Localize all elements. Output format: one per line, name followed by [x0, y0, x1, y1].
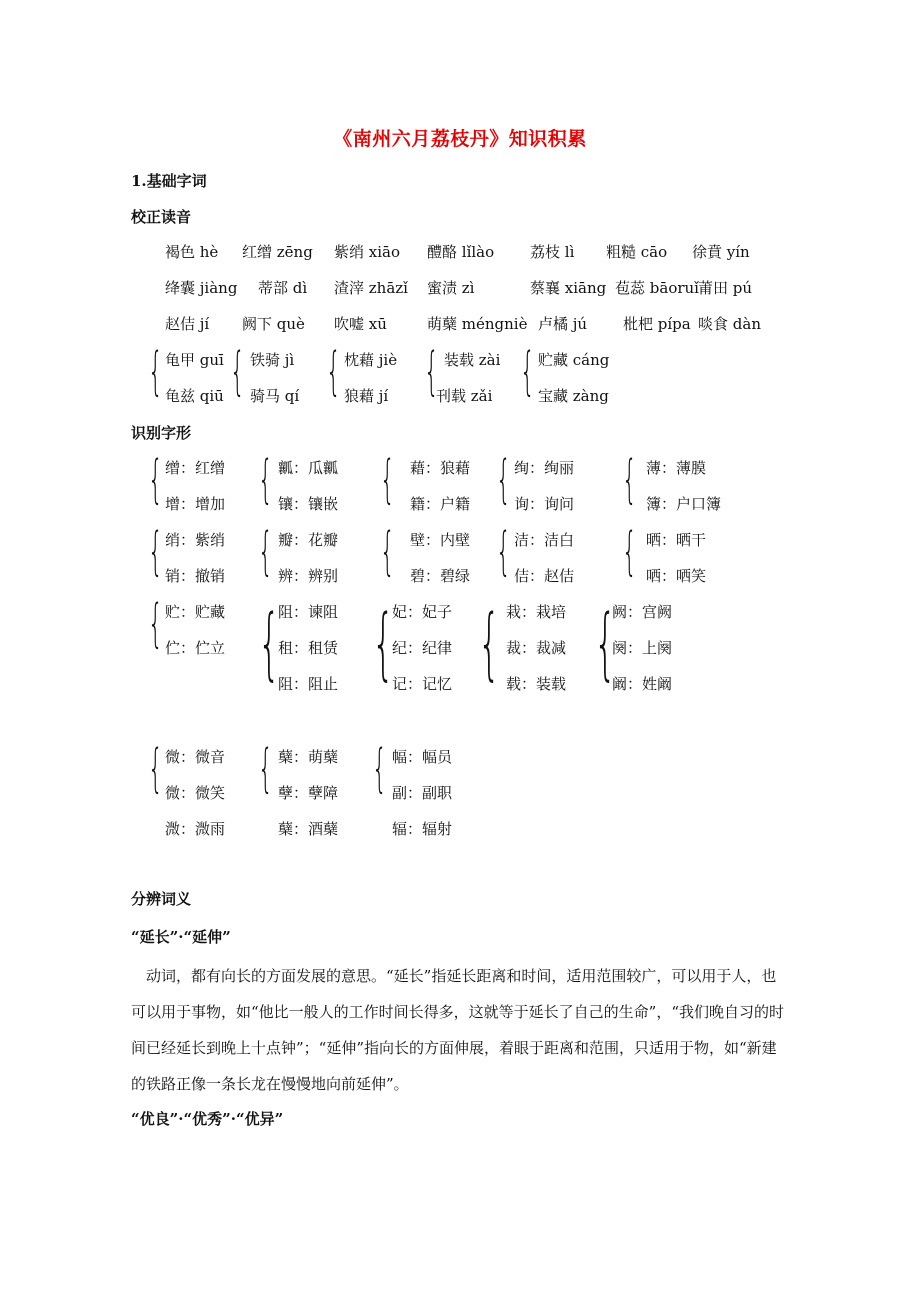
brace-symbol: { [258, 522, 273, 582]
pronounce-item: 莆田 pú [698, 279, 753, 297]
brace-symbol: { [148, 522, 163, 582]
subheading-word-meaning: 分辨词义 [131, 890, 192, 908]
brace-symbol: { [622, 450, 637, 510]
shape-item: 裁：裁减 [506, 639, 567, 657]
shape-item: 阙：宫阙 [612, 603, 673, 621]
brace-symbol: { [622, 522, 637, 582]
brace-symbol: { [478, 599, 501, 689]
pronounce-item: 苞蕊 bāoruǐ [615, 279, 699, 297]
pronounce-item: 枇杷 pípa [623, 315, 691, 333]
pronounce-item: 褐色 hè [165, 243, 219, 261]
section-heading-basics: 1.基础字词 [131, 172, 207, 190]
pronounce-item: 吹嘘 xū [334, 315, 387, 333]
brace-symbol: { [380, 450, 395, 510]
pronounce-item: 渣滓 zhāzǐ [334, 279, 408, 297]
pronounce-item: 蔡襄 xiāng [530, 279, 607, 297]
shape-item: 缯：红缯 [165, 459, 226, 477]
shape-item: 绡：紫绡 [165, 531, 226, 549]
pronounce-item: 紫绡 xiāo [334, 243, 400, 261]
shape-item: 孽：孽障 [278, 784, 339, 802]
shape-item: 绚：绚丽 [514, 459, 575, 477]
shape-item: 妃：妃子 [392, 603, 453, 621]
shape-item: 洁：洁白 [514, 531, 575, 549]
brace-symbol: { [424, 342, 439, 402]
pronounce-item: 蜜渍 zì [427, 279, 475, 297]
polyphone-item: 宝藏 zàng [538, 387, 609, 405]
pronounce-item: 红缯 zēng [242, 243, 313, 261]
shape-item: 瓤：瓜瓤 [278, 459, 339, 477]
pronounce-item: 荔枝 lì [530, 243, 575, 261]
pronounce-item: 卢橘 jú [538, 315, 588, 333]
pronounce-item: 萌蘖 méngniè [427, 315, 528, 333]
shape-item: 询：询问 [514, 495, 575, 513]
page-title: 《南州六月荔枝丹》知识积累 [333, 128, 587, 150]
shape-item: 薄：薄膜 [646, 459, 707, 477]
shape-item: 载：装载 [506, 675, 567, 693]
polyphone-item: 贮藏 cáng [538, 351, 610, 369]
brace-symbol: { [496, 522, 511, 582]
brace-symbol: { [258, 739, 273, 799]
brace-symbol: { [520, 342, 535, 402]
shape-item: 微：微笑 [165, 784, 226, 802]
shape-item: 籍：户籍 [410, 495, 471, 513]
word-pair-title: “延长”·“延伸” [131, 928, 231, 946]
shape-item: 蘖：酒蘖 [278, 820, 339, 838]
shape-item: 贮：贮藏 [165, 603, 226, 621]
shape-item: 藉：狼藉 [410, 459, 471, 477]
shape-item: 蘖：萌蘖 [278, 748, 339, 766]
shape-item: 辨：辨别 [278, 567, 339, 585]
pronounce-item: 蒂部 dì [258, 279, 308, 297]
brace-symbol: { [258, 599, 281, 689]
shape-item: 阻：谏阻 [278, 603, 339, 621]
brace-symbol: { [148, 594, 163, 654]
shape-item: 阕：上阕 [612, 639, 673, 657]
polyphone-item: 龟兹 qiū [165, 387, 224, 405]
word-pair-title: “优良”·“优秀”·“优异” [131, 1110, 284, 1128]
shape-item: 记：记忆 [392, 675, 453, 693]
shape-item: 壁：内壁 [410, 531, 471, 549]
pronounce-item: 啖食 dàn [698, 315, 761, 333]
brace-symbol: { [326, 342, 341, 402]
polyphone-item: 枕藉 jiè [344, 351, 398, 369]
brace-symbol: { [148, 450, 163, 510]
shape-item: 幅：幅员 [392, 748, 453, 766]
polyphone-item: 装载 zài [444, 351, 501, 369]
brace-symbol: { [230, 342, 245, 402]
shape-item: 簿：户口簿 [646, 495, 722, 513]
polyphone-item: 狼藉 jí [344, 387, 389, 405]
shape-item: 副：副职 [392, 784, 453, 802]
shape-item: 哂：哂笑 [646, 567, 707, 585]
pronounce-item: 粗糙 cāo [606, 243, 668, 261]
polyphone-item: 铁骑 jì [250, 351, 295, 369]
pronounce-item: 阙下 què [242, 315, 305, 333]
shape-item: 镶：镶嵌 [278, 495, 339, 513]
brace-symbol: { [380, 522, 395, 582]
shape-item: 晒：晒干 [646, 531, 707, 549]
pronounce-item: 徐賁 yín [692, 243, 750, 261]
word-pair-explanation: 动词，都有向长的方面发展的意思。“延长”指延长距离和时间，适用范围较广，可以用于人，也可以用于事物，如“他比一般人的工作时间长得多，这就等于延长了自己的生命”，“我们晚自习的时间已经延长到晚上十点钟”；“延伸”指向长的方面伸展，着眼于距离和范围，只适用于物，如“新建的铁路正像一条长龙在慢慢地向前延伸”。 [131, 967, 785, 1093]
shape-item: 销：撤销 [165, 567, 226, 585]
brace-symbol: { [258, 450, 273, 510]
subheading-pronunciation: 校正读音 [131, 208, 192, 226]
brace-symbol: { [148, 342, 163, 402]
shape-item: 阻：阻止 [278, 675, 339, 693]
subheading-character-shape: 识别字形 [131, 424, 192, 442]
polyphone-item: 骑马 qí [250, 387, 300, 405]
brace-symbol: { [594, 599, 617, 689]
shape-item: 辐：辐射 [392, 820, 453, 838]
pronounce-item: 醴酪 lǐlào [427, 243, 495, 261]
brace-symbol: { [372, 599, 395, 689]
shape-item: 瓣：花瓣 [278, 531, 339, 549]
brace-symbol: { [148, 739, 163, 799]
brace-symbol: { [372, 739, 387, 799]
shape-item: 佶：赵佶 [514, 567, 575, 585]
shape-item: 阚：姓阚 [612, 675, 673, 693]
pronounce-item: 绛囊 jiàng [165, 279, 238, 297]
brace-symbol: { [496, 450, 511, 510]
shape-item: 栽：栽培 [506, 603, 567, 621]
shape-item: 纪：纪律 [392, 639, 453, 657]
shape-item: 溦：溦雨 [165, 820, 226, 838]
polyphone-item: 刊载 zǎi [436, 387, 493, 405]
shape-item: 增：增加 [165, 495, 226, 513]
shape-item: 微：微音 [165, 748, 226, 766]
shape-item: 碧：碧绿 [410, 567, 471, 585]
shape-item: 租：租赁 [278, 639, 339, 657]
pronounce-item: 赵佶 jí [165, 315, 210, 333]
shape-item: 伫：伫立 [165, 639, 226, 657]
polyphone-item: 龟甲 guī [165, 351, 224, 369]
